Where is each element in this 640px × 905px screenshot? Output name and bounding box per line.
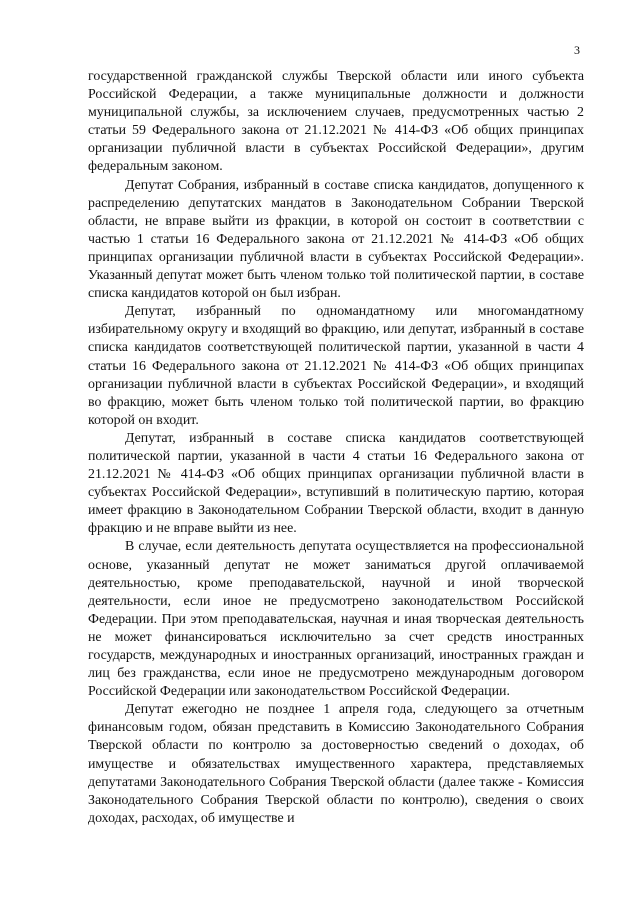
paragraph-continuation: государственной гражданской службы Тверской области или иного субъекта Российской Федерации, а также муниципальные должности и должности муниципальной службы, за исключением случаев, предусмотренных частью 2 статьи 59 Федерального закона от 21.12.2021 № 414-ФЗ «Об общих принципах организации публичной власти в субъектах Российской Федерации», другим федеральным законом. (88, 69, 584, 175)
paragraph-party-list-deputy: Депутат Собрания, избранный в составе списка кандидатов, допущенного к распределению депутатских мандатов в Законодательном Собрании Тверской области, не вправе выйти из фракции, в которой он состоит в соответствии с частью 1 статьи 16 Федерального закона от 21.12.2021 № 414-ФЗ «Об общих принципах организации публичной власти в субъектах Российской Федерации». Указанный депутат может быть членом только той политической партии, в составе списка кандидатов которой он был избран. (88, 177, 584, 302)
document-body (88, 68, 584, 828)
paragraph-single-mandate-deputy: Депутат, избранный по одномандатному или многомандатному избирательному округу и входящий во фракцию, или депутат, избранный в составе списка кандидатов соответствующей политической партии, указанной в части 4 статьи 16 Федерального закона от 21.12.2021 № 414-ФЗ «Об общих принципах организации публичной власти в субъектах Российской Федерации», и входящий во фракцию, может быть членом только той политической партии, во фракцию которой он входит. (88, 304, 584, 428)
paragraph-joined-party-deputy: Депутат, избранный в составе списка кандидатов соответствующей политической партии, указанной в части 4 статьи 16 Федерального закона от 21.12.2021 № 414-ФЗ «Об общих принципах организации публичной власти в субъектах Российской Федерации», вступивший в политическую партию, которая имеет фракцию в Законодательном Собрании Тверской области, входит в данную фракцию и не вправе выйти из нее. (88, 430, 584, 537)
paragraph-professional-basis: В случае, если деятельность депутата осуществляется на профессиональной основе, указанный депутат не может заниматься другой оплачиваемой деятельностью, кроме преподавательской, научной и иной творческой деятельности, если иное не предусмотрено законодательством Российской Федерации. При этом преподавательская, научная и иная творческая деятельность не может финансироваться исключительно за счет средств иностранных государств, международных и иностранных организаций, иностранных граждан и лиц без гражданства, если иное не предусмотрено международным договором Российской Федерации или законодательством Российской Федерации. (88, 539, 584, 700)
paragraph-income-declaration: Депутат ежегодно не позднее 1 апреля года, следующего за отчетным финансовым годом, обязан представить в Комиссию Законодательного Собрания Тверской области по контролю за достоверностью сведений о доходах, об имуществе и обязательствах имущественного характера, представляемых депутатами Законодательного Собрания Тверской области (далее также - Комиссия Законодательного Собрания Тверской области по контролю), сведения о своих доходах, расходах, об имуществе и (88, 702, 584, 826)
page-number: 3 (574, 43, 580, 57)
